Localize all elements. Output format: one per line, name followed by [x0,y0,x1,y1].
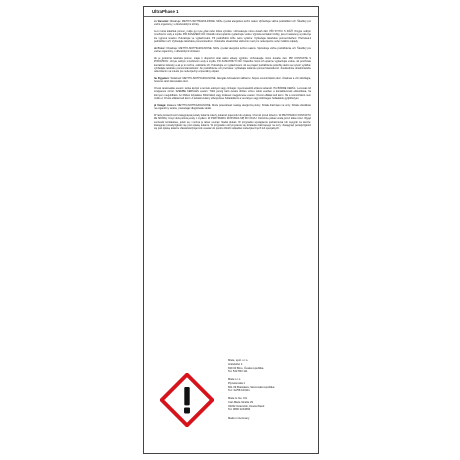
made-in-label: Made in Germany [228,417,250,420]
address-block-cz [228,359,313,374]
signal-word: hu Figyelem: [154,77,170,81]
precaution-statement: W razie konieczności zasięgnięcia porady lekarza należy pokazać pojemnik lub etykietę. Chronić przed dziećmi. W PRZYPADKU KONTAKTU ZE SKÓRĄ: Umyć dużą ilością wody z mydłem. W PRZYPADKU DOSTANIA SIĘ DO OCZU: Ostrożnie płukać wodą przez kilka minut. Wyjąć soczewki kontaktowe, jeżeli są i można je łatwo usunąć. Nadal płukać. W przypadku wystąpienia podrażnienia lub wysypki na skórze: Zasięgnąć porady/zgłosić się pod opiekę lekarza. W przypadku utrzymywania się działania drażniącego na oczy: Zasięgnąć porady/zgłosić się pod opiekę lekarza. Zawartość/pojemnik usuwać do punktu zbiórki odpadów niebezpiecznych lub specjalnych. [154,113,311,131]
ghs07-exclamation-mark-icon [160,373,214,427]
hazard-statement: Tartalmaz: METHYLISOTHIAZOLINONE. Allergiás bőrreakciót válthat ki. Súlyos szemirritációt okoz. Ártalmas a vízi élővilágra, hosszan tartó károsodást okoz. [154,77,312,84]
hazard-section-hu [154,77,311,100]
hazard-statement: Zawiera: METHYLISOTHIAZOLINONE. Może powodować reakcję alergiczną skóry. Działa drażniąco na oczy. Działa szkodliwie na organizmy wodne, powodując długotrwałe skutki. [154,103,311,111]
hazard-section-pl [154,104,311,131]
precaution-statement: Ak je potrebná lekárska pomoc, majte k dispozícii obal alebo etiketu výrobku. Uchovávajte mimo dosahu detí. PRI KONTAKTE S POKOŽKOU: Umyte veľkým množstvom vody a mydla. PO ZASIAHNUTÍ OČÍ: Niekoľko minút ich opatrne vyplachujte vodou. Ak používate kontaktné šošovky a ak je to možné, odstráňte ich. Pokračujte vo vyplachovaní. Ak sa prejaví podráždenie pokožky alebo sa vytvorí vyrážka: vyhľadajte lekársku pomoc/starostlivosť. Ak podráždenie očí pretrváva: vyhľadajte lekársku pomoc/starostlivosť. Zneškodnite obsah/nádobu odovzdaním na miesto pre nebezpečný a špeciálny odpad. [154,56,311,74]
address-line: Miele & Cie. KG [228,397,248,400]
precaution-statement: Orvosi tanácsadás esetén: tartsa kéznél a termék edényét vagy címkéjét. Gyermekektől elzárva tartandó. HA BŐRRE KERÜL: Lemosás bő szappanos vízzel. SZEMBE KERÜLÉS esetén: Több percig tartó óvatos öblítés vízzel. Adott esetben a kontaktlencsék eltávolítása, ha könnyen megoldható. Az öblítés folytatása. Bőrirritáció vagy kiütések megjelenése esetén: Orvosi ellátást kell kérni. Ha a szemirritáció nem múlik el: Orvosi ellátást kell kérni. A tartalom/edény elhelyezése hulladékként a veszélyes vagy különleges hulladékok gyűjtőhelyén. [154,87,311,101]
hazard-section-sk [154,47,311,74]
product-label-sheet [143,6,319,454]
address-line: Miele, spol. s r.o. [228,359,249,362]
address-line: Hněvkého 4 [228,362,243,366]
hazard-statement: Obsahuje: METHYLISOTHIAZOLINONE. Môže vyvolať alergickú kožnú reakciu. Spôsobuje vážne podráždenie očí. Škodlivý pre vodné organizmy, s dlhodobými účinkami. [154,46,311,54]
address-line: 33332 Gütersloh, Deutschland [228,404,265,408]
address-line: Tel. 543 553 111 [228,370,248,374]
hazard-text-block [154,20,311,134]
address-line: Tel.: 02/58 103111 [228,389,250,393]
address-line: Tel. 0800 2244666 [228,408,251,412]
title-divider [144,16,318,17]
hazard-section-cs [154,20,311,43]
address-line: Carl-Miele-Straße 29 [228,400,253,404]
product-title: UltraPhase 1 [152,9,179,14]
address-line: 821 09 Bratislava, Slovenská republika [228,385,275,389]
address-line: 639 00 Brno, Česká republika [228,366,264,370]
signal-word: cs Varování: [154,20,169,23]
signal-word: sk Pozor: [154,46,166,50]
address-line: Miele s.r.o. [228,378,241,381]
address-line: Plynárenská 1 [228,381,246,385]
address-block-sk [228,378,313,393]
precaution-statement: Je-li nutná lékařská pomoc, mějte po ruce obal nebo štítek výrobku. Uchovávejte mimo dosah dětí. PŘI STYKU S KŮŽÍ: Omyjte velkým množstvím vody a mýdla. PŘI ZASAŽENÍ OČÍ: Několik minut opatrně vyplachujte vodou. Vyjměte kontaktní čočky, jsou-li nasazeny a pokud je lze vyjmout snadno. Pokračujte ve vyplachování. Při podráždění kůže nebo vyrážce: Vyhledejte lékařskou pomoc/ošetření. Přetrvává-li podráždění očí: Vyhledejte lékařskou pomoc/ošetření. Odstraňte obsah/obal uložením mezi pro nebezpečné nebo zvláštní odpady. [154,30,312,44]
signal-word: pl Uwaga: [154,103,167,107]
hazard-statement: Obsahuje: METHYLISOTHIAZOLINONE. Může vyvolat alergickou kožní reakci. Způsobuje vážné podráždění očí. Škodlivý pro vodní organismy, s dlouhodobými účinky. [154,20,311,27]
address-block-de [228,397,313,412]
